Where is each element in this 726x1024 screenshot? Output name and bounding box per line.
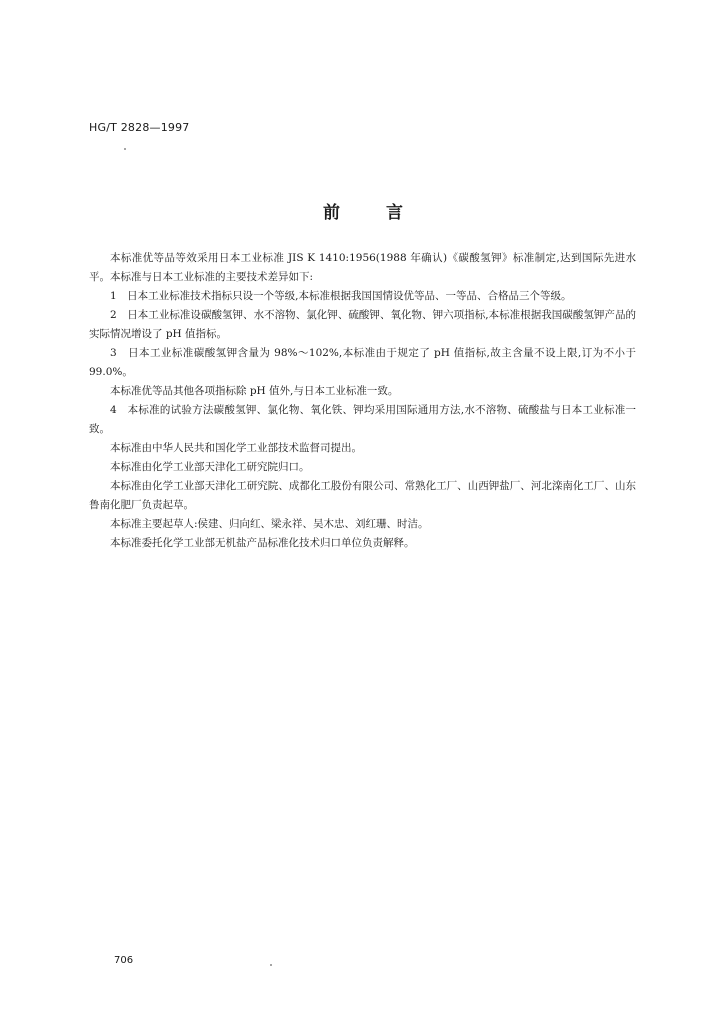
paragraph: 4 本标准的试验方法碳酸氢钾、氯化物、氧化铁、钾均采用国际通用方法,水不溶物、硫酸盐与日本工业标准一致。 [89, 404, 636, 435]
paragraph: 本标准优等品等效采用日本工业标准 JIS K 1410:1956(1988 年确认)《碳酸氢钾》标准制定,达到国际先进水平。本标准与日本工业标准的主要技术差异如下: [89, 252, 636, 283]
paragraph: 3 日本工业标准碳酸氢钾含量为 98%～102%,本标准由于规定了 pH 值指标,故主含量不设上限,订为不小于 99.0%。 [89, 347, 636, 378]
paragraph: 本标准主要起草人:侯建、归向红、梁永祥、吴木忠、刘红珊、时洁。 [110, 518, 429, 530]
paragraph: 本标准优等品其他各项指标除 pH 值外,与日本工业标准一致。 [110, 385, 399, 397]
paragraph: 本标准由化学工业部天津化工研究院、成都化工股份有限公司、常熟化工厂、山西钾盐厂、河北滦南化工厂、山东鲁南化肥厂负责起草。 [89, 480, 636, 511]
paragraph: 1 日本工业标准技术指标只设一个等级,本标准根据我国国情设优等品、一等品、合格品三个等级。 [110, 290, 572, 302]
paragraph: 本标准由中华人民共和国化学工业部技术监督司提出。 [110, 442, 362, 454]
standard-code: HG/T 2828—1997 [89, 121, 190, 134]
paragraph: 2 日本工业标准设碳酸氢钾、水不溶物、氯化钾、硫酸钾、氧化物、钾六项指标,本标准根据我国碳酸氢钾产品的实际情况增设了 pH 值指标。 [89, 309, 636, 340]
scan-speck [124, 148, 126, 150]
paragraph: 本标准由化学工业部天津化工研究院归口。 [110, 461, 310, 473]
page-number: 706 [114, 955, 134, 966]
paragraph: 本标准委托化学工业部无机盐产品标准化技术归口单位负责解释。 [110, 537, 415, 549]
body-text [89, 249, 636, 553]
page-title: 前言 [323, 203, 449, 223]
scan-speck [270, 964, 272, 966]
